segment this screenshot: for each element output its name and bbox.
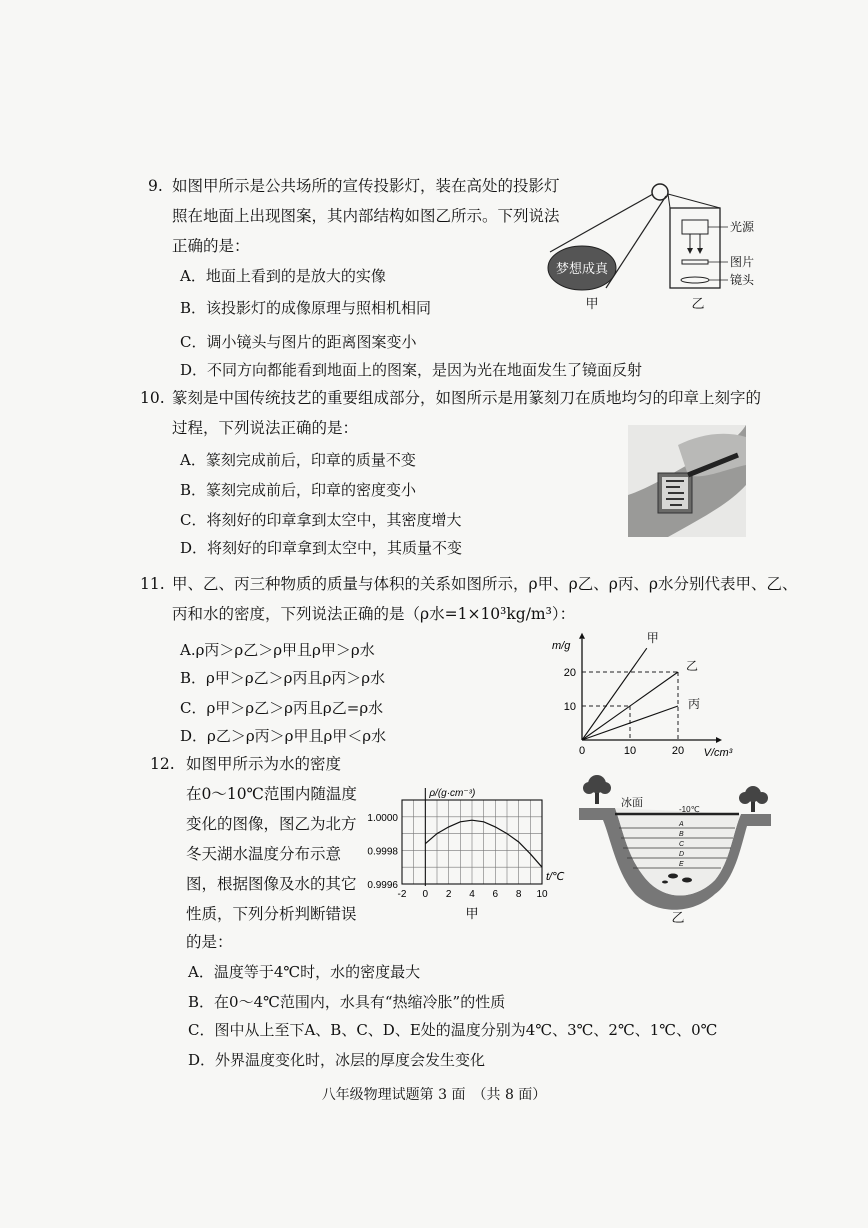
q12-option-d: D．外界温度变化时，冰层的厚度会发生变化 [188,1051,486,1069]
q12-stem-line1: 如图甲所示为水的密度 [186,755,342,773]
q9-option-d: D．不同方向都能看到地面上的图案，是因为光在地面发生了镜面反射 [180,361,643,379]
q11-option-a: A.ρ丙＞ρ乙＞ρ甲且ρ甲＞ρ水 [180,641,375,659]
x-axis-label: t/℃ [546,871,565,883]
q12-number: 12. [150,755,175,773]
q12-option-c: C．图中从上至下A、B、C、D、E处的温度分别为4℃、3℃、2℃、1℃、0℃ [188,1021,718,1039]
q12-stem-line5: 图，根据图像及水的其它 [186,875,357,893]
q12-stem-line6: 性质，下列分析判断错误 [186,905,357,923]
lake-figure-caption: 乙 [671,910,685,925]
projector-lamp-figure [548,184,668,311]
y-axis-label: ρ/(g·cm⁻³) [429,788,476,799]
x-tick-label: 10 [536,889,548,900]
q11-stem-line2: 丙和水的密度，下列说法正确的是（ρ水=1×10³kg/m³）： [172,605,576,623]
q9-option-c: C．调小镜头与图片的距离图案变小 [180,333,417,351]
q9-stem-line3: 正确的是： [172,237,250,255]
q10-number: 10. [140,389,165,407]
q12-option-a: A．温度等于4℃时，水的密度最大 [188,963,421,981]
layer-a-label: A [679,821,684,828]
x-axis-arrow [716,737,722,743]
x-tick-label: -2 [397,889,407,900]
q10-stem-line2: 过程，下列说法正确的是： [172,419,359,437]
figure-label-jia: 甲 [585,296,599,311]
q9-figure [540,182,780,312]
part-lens: 镜头 [730,273,755,287]
x-tick-label: 2 [445,889,452,900]
q9-stem-line2: 照在地面上出现图案，其内部结构如图乙所示。下列说法 [172,207,560,225]
q12-stem-line7: 的是： [186,933,233,951]
y-axis-arrow [579,633,585,639]
ice-surface-label: 冰面 [621,797,643,809]
x-tick-label: 8 [515,889,522,900]
tree-left-icon [583,775,611,804]
y-tick-label: 0.9996 [367,880,398,891]
q12-density-temperature-chart [352,788,574,924]
q12-stem-line2: 在0～10℃范围内随温度 [186,785,357,803]
projector-structure-figure [668,194,755,311]
series-label-3: 丙 [688,697,701,711]
layer-d-label: D [679,851,685,858]
q12-lake-diagram [575,770,775,926]
series-label-1: 甲 [646,632,659,646]
q10-option-d: D．将刻好的印章拿到太空中，其质量不变 [180,539,463,557]
x-tick-label: 4 [469,889,475,900]
air-temperature-label: -10℃ [679,805,700,814]
page-footer: 八年级物理试题第 3 面 （共 8 面） [321,1087,547,1103]
x-tick-label: 6 [492,889,499,900]
x-tick-label: 20 [671,745,685,756]
q11-option-d: D．ρ乙＞ρ丙＞ρ甲且ρ甲＜ρ水 [180,727,387,745]
q9-option-a: A．地面上看到的是放大的实像 [180,267,386,285]
y-tick-label: 0.9998 [367,846,398,858]
chart-caption: 甲 [465,906,479,921]
series-line-1 [582,648,647,740]
q12-stem-line4: 冬天湖水温度分布示意 [186,845,342,863]
part-slide: 图片 [730,255,755,269]
layer-c-label: C [679,841,685,848]
q9-option-b: B．该投影灯的成像原理与照相机相同 [180,299,432,317]
figure-label-yi: 乙 [691,296,705,311]
series-label-2: 乙 [686,659,699,673]
y-axis-label: m/g [552,639,571,652]
layer-e-label: E [679,861,684,868]
q11-option-b: B．ρ甲＞ρ乙＞ρ丙且ρ丙＞ρ水 [180,669,386,687]
q10-option-a: A．篆刻完成前后，印章的质量不变 [180,451,416,469]
q9-stem-line1: 如图甲所示是公共场所的宣传投影灯，装在高处的投影灯 [172,177,560,195]
y-tick-label: 1.0000 [367,812,398,824]
q11-mass-volume-chart [540,632,770,756]
q12-stem-line3: 变化的图像，图乙为北方 [186,815,357,833]
pattern-text: 梦想成真 [555,261,609,276]
x-tick-label: 10 [623,745,637,756]
part-light-source: 光源 [730,220,755,234]
q10-option-b: B．篆刻完成前后，印章的密度变小 [180,481,417,499]
q10-stem-line1: 篆刻是中国传统技艺的重要组成部分，如图所示是用篆刻刀在质地均匀的印章上刻字的 [172,389,762,407]
x-axis-label: V/cm³ [703,747,733,756]
x-tick-label: 0 [578,745,586,756]
q11-option-c: C．ρ甲＞ρ乙＞ρ丙且ρ乙=ρ水 [180,699,384,717]
y-tick-label: 10 [563,701,576,713]
y-tick-label: 20 [563,667,576,679]
q11-number: 11. [140,575,165,593]
tree-right-icon [739,786,768,812]
layer-b-label: B [679,831,684,838]
x-tick-label: 0 [422,889,429,900]
q12-option-b: B．在0～4℃范围内，水具有“热缩冷胀”的性质 [188,993,506,1011]
q9-number: 9. [148,177,163,195]
q11-stem-line1: 甲、乙、丙三种物质的质量与体积的关系如图所示，ρ甲、ρ乙、ρ丙、ρ水分别代表甲、乙、 [172,575,798,593]
seal-carving-photo [628,425,746,537]
q10-option-c: C．将刻好的印章拿到太空中，其密度增大 [180,511,462,529]
